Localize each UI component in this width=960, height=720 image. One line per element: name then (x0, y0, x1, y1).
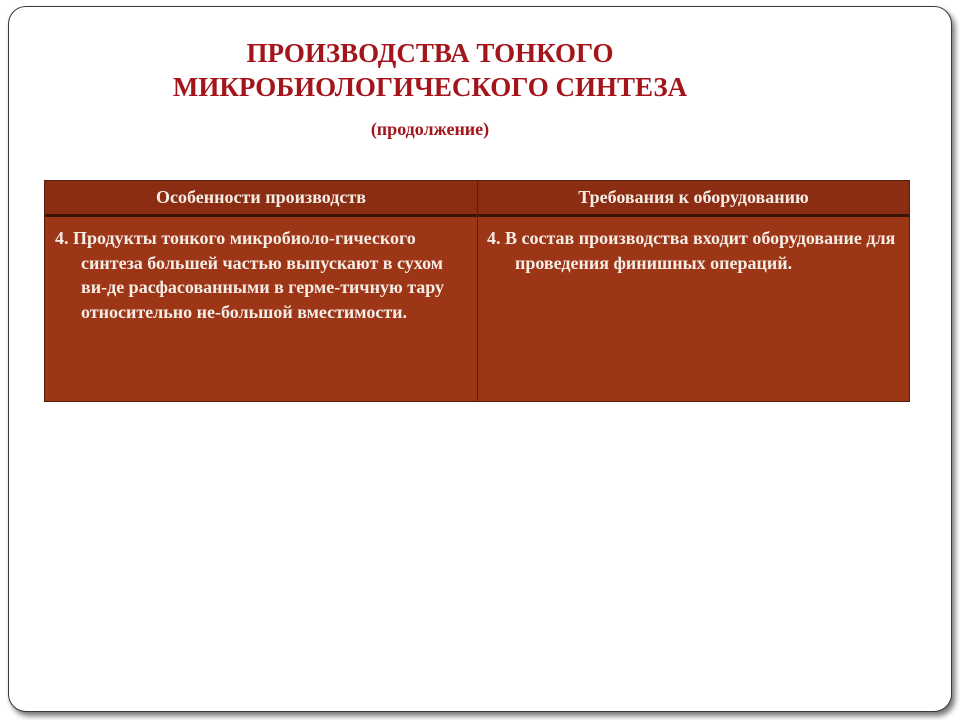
slide-title (110, 36, 750, 104)
table-column-divider (477, 181, 478, 401)
slide-title-line-2: МИКРОБИОЛОГИЧЕСКОГО СИНТЕЗА (172, 72, 688, 102)
table-header-equipment: Требования к оборудованию (578, 187, 809, 207)
table-cell-features: 4. Продукты тонкого микробиоло-гического синтеза большей частью выпускают в сухом ви-де расфасованными в герме-тичную тару относительно не-большой вместимости. (55, 228, 445, 322)
slide-subtitle: (продолжение) (370, 119, 490, 139)
slide-title-line-1: ПРОИЗВОДСТВА ТОНКОГО (246, 38, 614, 68)
content-table (44, 180, 910, 402)
table-header-features: Особенности производств (156, 187, 366, 207)
table-cell-equipment: 4. В состав производства входит оборудование для проведения финишных операций. (487, 228, 896, 273)
